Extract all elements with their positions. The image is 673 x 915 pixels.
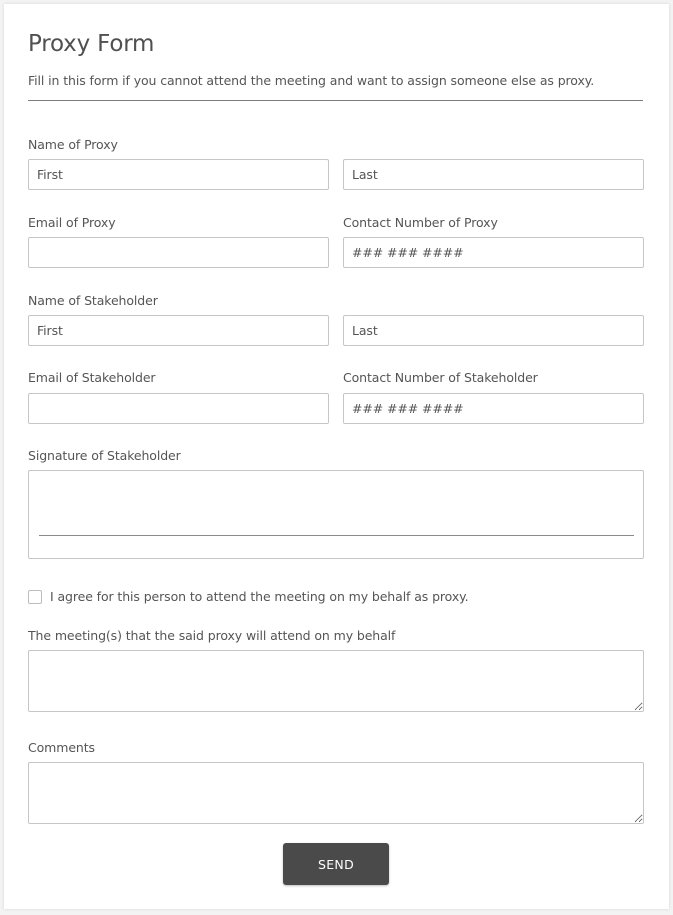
proxy-contact-label: Contact Number of Proxy [343,215,498,230]
proxy-email-label: Email of Proxy [28,215,116,230]
stakeholder-contact-label: Contact Number of Stakeholder [343,370,538,385]
stakeholder-email-input[interactable] [28,393,329,424]
stakeholder-contact-input[interactable] [343,393,644,424]
agreement-checkbox[interactable] [28,590,42,604]
proxy-name-label: Name of Proxy [28,137,118,152]
signature-label: Signature of Stakeholder [28,448,181,463]
stakeholder-first-name-input[interactable] [28,315,329,346]
meetings-textarea[interactable] [28,650,644,712]
comments-textarea[interactable] [28,762,644,824]
header-divider [28,100,643,101]
signature-line [39,535,634,536]
form-title: Proxy Form [28,31,155,57]
stakeholder-name-label: Name of Stakeholder [28,293,158,308]
stakeholder-last-name-input[interactable] [343,315,644,346]
comments-label: Comments [28,740,95,755]
proxy-last-name-input[interactable] [343,159,644,190]
signature-pad[interactable] [28,470,644,559]
meetings-label: The meeting(s) that the said proxy will attend on my behalf [28,628,396,643]
proxy-first-name-input[interactable] [28,159,329,190]
send-button[interactable]: SEND [283,843,389,885]
form-subtitle: Fill in this form if you cannot attend the meeting and want to assign someone else as proxy. [28,73,595,88]
proxy-email-input[interactable] [28,237,329,268]
agreement-checkbox-label[interactable]: I agree for this person to attend the meeting on my behalf as proxy. [50,589,469,604]
proxy-form-card [4,4,669,909]
stakeholder-email-label: Email of Stakeholder [28,370,156,385]
proxy-contact-input[interactable] [343,237,644,268]
